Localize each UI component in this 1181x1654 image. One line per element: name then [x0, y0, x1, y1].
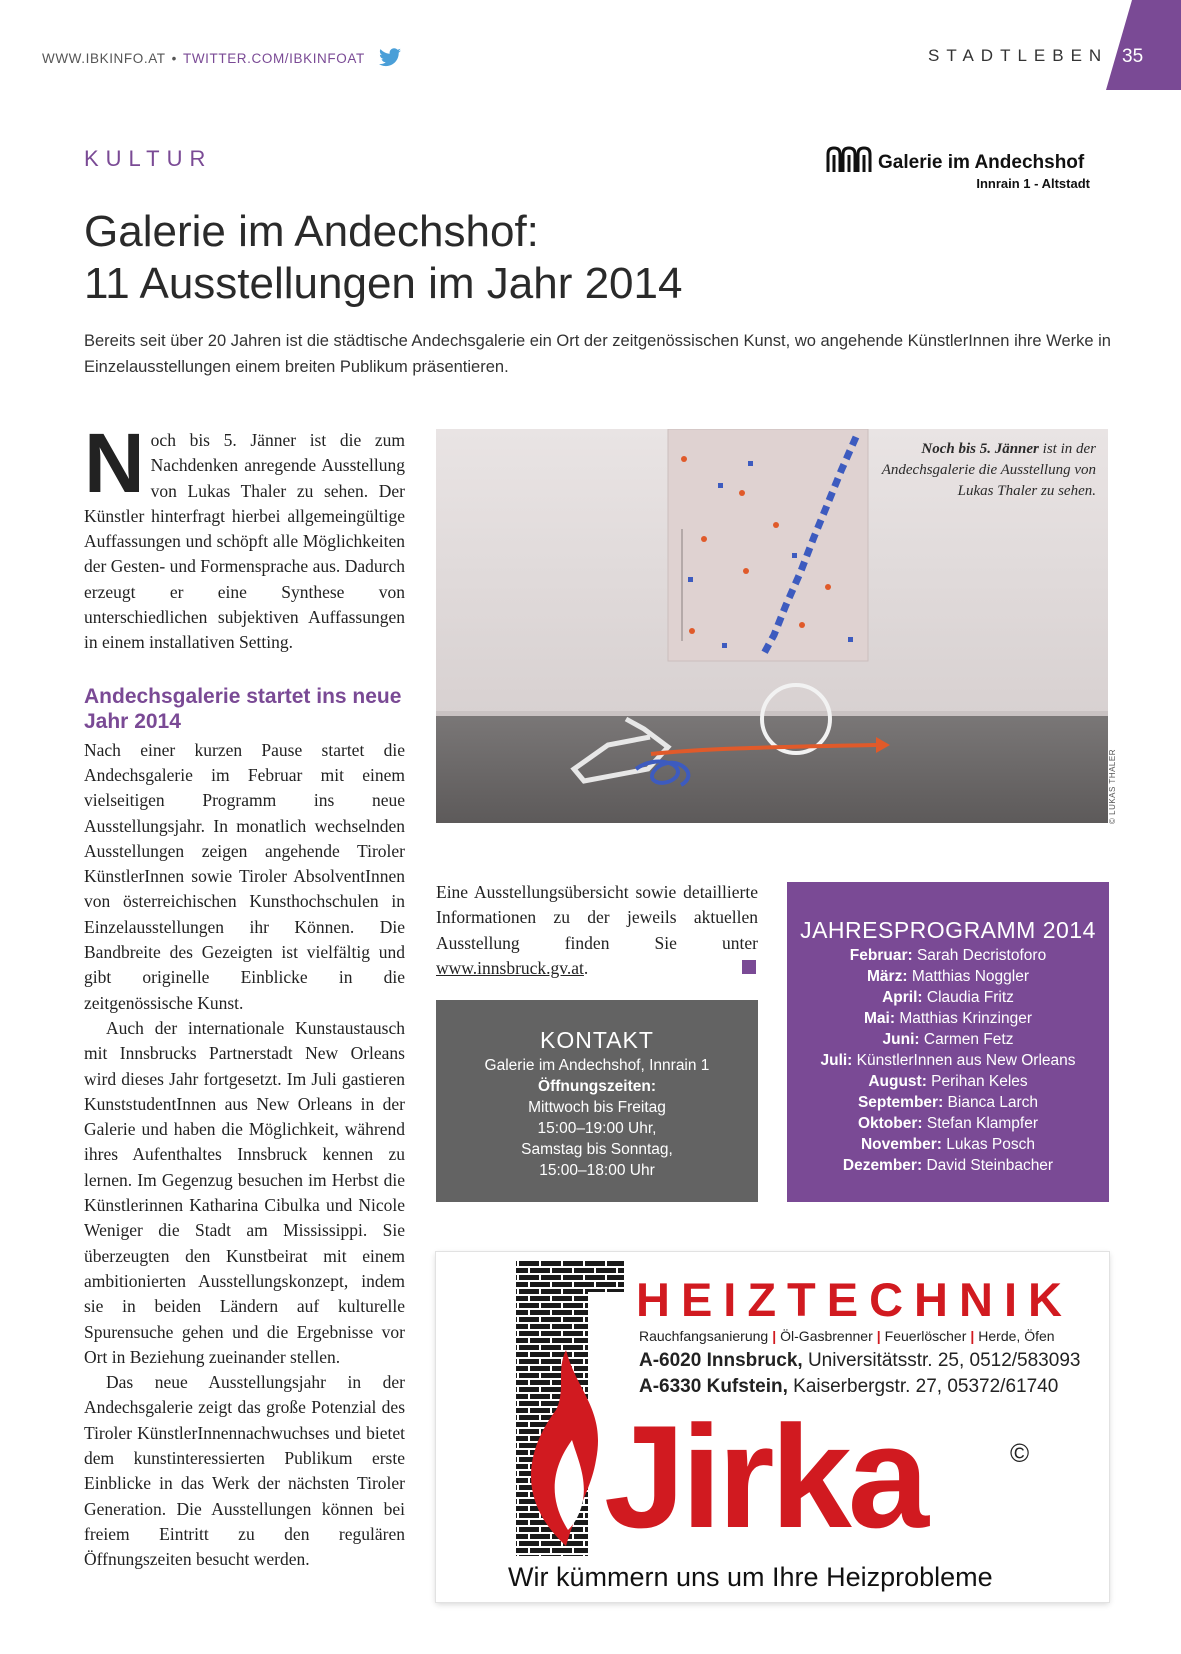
ad-brand: HEIZTECHNIK — [636, 1273, 1073, 1326]
program-entry: April: Claudia Fritz — [882, 989, 1014, 1006]
opening-days-1: Mittwoch bis Freitag — [528, 1099, 666, 1116]
program-entry: Juni: Carmen Fetz — [882, 1031, 1014, 1048]
end-mark — [742, 960, 756, 974]
opening-hours-1: 15:00–19:00 Uhr, — [537, 1120, 657, 1137]
logo-address: Innrain 1 - Altstadt — [976, 176, 1090, 191]
program-entry: Oktober: Stefan Klampfer — [857, 1115, 1039, 1132]
contact-title: KONTAKT — [540, 1027, 654, 1053]
program-entry: August: Perihan Keles — [868, 1073, 1028, 1090]
program-entry: Juli: KünstlerInnen aus New Orleans — [820, 1052, 1076, 1069]
paragraph-1-text: och bis 5. Jänner ist die zum Nachdenken anregende Ausstellung von Lukas Thaler zu sehen. Der Künstler hinterfragt hierbei allgemeingültige Auffassungen und schöpft alle Möglichkeiten der Gesten- und Formensprache aus. Dadurch erzeugt er eine Synthese von unterschiedlichen subjektiven Auffassungen in einem installativen Setting. — [84, 430, 405, 653]
paragraph-4: Das neue Ausstellungsjahr in der Andechsgalerie zeigt das große Potenzial des Tiroler KünstlerInnennachwuchses und bietet dem kunstinteressierten Publikum erste Einblicke in das Werk der nächsten Tiroler Generation. Die Ausstellungen können bei freiem Eintritt zu den regulären Öffnungszeiten besucht werden. — [84, 1372, 405, 1570]
photo-credit: © LUKAS THALER — [1108, 749, 1117, 824]
ad-copyright: © — [1010, 1438, 1030, 1468]
title-line-1: Galerie im Andechshof: — [84, 207, 539, 256]
article-title — [84, 206, 682, 310]
header-links — [42, 48, 403, 68]
contact-address: Galerie im Andechshof, Innrain 1 — [484, 1057, 710, 1074]
program-entry: November: Lukas Posch — [860, 1136, 1036, 1153]
section-kicker: KULTUR — [84, 146, 213, 171]
page-number: 35 — [1122, 46, 1144, 67]
header-separator: • — [171, 50, 177, 66]
ad-slogan: Wir kümmern uns um Ihre Heizprobleme — [508, 1562, 993, 1592]
ad-address-innsbruck: A-6020 Innsbruck, Universitätsstr. 25, 0512/583093 — [639, 1350, 1081, 1371]
paragraph-3: Auch der internationale Kunstaustausch mit Innsbrucks Partnerstadt New Orleans wird dieses Jahr fortgesetzt. Im Juli gastieren KunststudentInnen aus New Orleans in der Galerie und haben die Möglichkeit, während ihres Aufenthaltes Innsbruck kennen zu lernen. Im Gegenzug besuchen im Herbst die Künstlerinnen Katharina Cibulka und Nicole Weniger die Stadt am Mississippi. Sie überzeugten den Kunstbeirat mit einem ambitionierten Ausstellungskonzept, indem sie in beiden Ländern auf kulturelle Spurensuche gehen und die Ergebnisse vor Ort in Beziehung zueinander stellen. — [84, 1017, 405, 1367]
opening-hours-label: Öffnungszeiten: — [538, 1078, 656, 1095]
program-entry: März: Matthias Noggler — [867, 968, 1029, 985]
gallery-arches-icon — [826, 146, 874, 174]
opening-hours-2: 15:00–18:00 Uhr — [539, 1162, 655, 1179]
program-entry: Mai: Matthias Krinzinger — [864, 1010, 1032, 1027]
program-box — [787, 882, 1109, 1202]
site-url[interactable]: WWW.IBKINFO.AT — [42, 50, 166, 66]
page-tab-shape — [1106, 0, 1181, 90]
contact-box — [436, 1000, 758, 1202]
info-end: . — [583, 957, 589, 978]
ad-services: Rauchfangsanierung | Öl-Gasbrenner | Feuerlöscher | Herde, Öfen — [639, 1328, 1055, 1344]
caption-text: ist in der Andechsgalerie die Ausstellung von Lukas Thaler zu sehen. — [881, 441, 1096, 499]
program-entry: Februar: Sarah Decristoforo — [849, 947, 1047, 964]
info-link[interactable]: www.innsbruck.gv.at — [436, 957, 584, 978]
advertisement[interactable] — [436, 1252, 1109, 1602]
program-title: JAHRESPROGRAMM 2014 — [800, 917, 1096, 943]
subheading: Andechsgalerie startet ins neue Jahr 2014 — [84, 684, 402, 733]
twitter-url[interactable]: TWITTER.COM/IBKINFOAT — [182, 50, 365, 66]
gallery-logo — [826, 146, 1096, 196]
caption-bold: Noch bis 5. Jänner — [921, 441, 1039, 457]
info-text: Eine Ausstellungsübersicht sowie detaillierte Informationen zu der jeweils aktuellen Ausstellung finden Sie unter — [436, 882, 758, 953]
exhibition-photo — [436, 429, 1108, 823]
section-name: STADTLEBEN — [928, 46, 1109, 65]
photo-caption — [856, 439, 1096, 502]
program-entry: September: Bianca Larch — [857, 1094, 1039, 1111]
ad-address-kufstein: A-6330 Kufstein, Kaiserbergstr. 27, 05372/61740 — [639, 1376, 1059, 1397]
info-paragraph — [436, 880, 758, 981]
program-entry: Dezember: David Steinbacher — [842, 1157, 1054, 1174]
logo-name: Galerie im Andechshof — [878, 152, 1085, 173]
paragraph-1 — [84, 416, 405, 656]
title-line-2: 11 Ausstellungen im Jahr 2014 — [84, 259, 683, 308]
twitter-bird-icon — [377, 48, 403, 68]
article-lead: Bereits seit über 20 Jahren ist die städtische Andechsgalerie ein Ort der zeitgenössischen Kunst, wo angehende KünstlerInnen ihre Werke in Einzelausstellungen einem breiten Publikum präsentieren. — [84, 332, 1111, 376]
opening-days-2: Samstag bis Sonntag, — [521, 1141, 673, 1158]
drop-cap: N — [84, 416, 145, 510]
ad-company-name: Jirka — [604, 1395, 925, 1558]
paragraph-2: Nach einer kurzen Pause startet die Andechsgalerie im Februar mit einem vielseitigen Programm ins neue Ausstellungsjahr. In monatlich wechselnden Ausstellungen zeigen angehende Tiroler KünstlerInnen sowie Tiroler AbsolventInnen von österreichischen Kunsthochschulen in Einzelausstellungen ihr Können. Die Bandbreite des Gezeigten ist vielfältig und gibt originelle Einblicke in die zeitgenössische Kunst. — [84, 739, 405, 1013]
article-body — [84, 416, 405, 1572]
